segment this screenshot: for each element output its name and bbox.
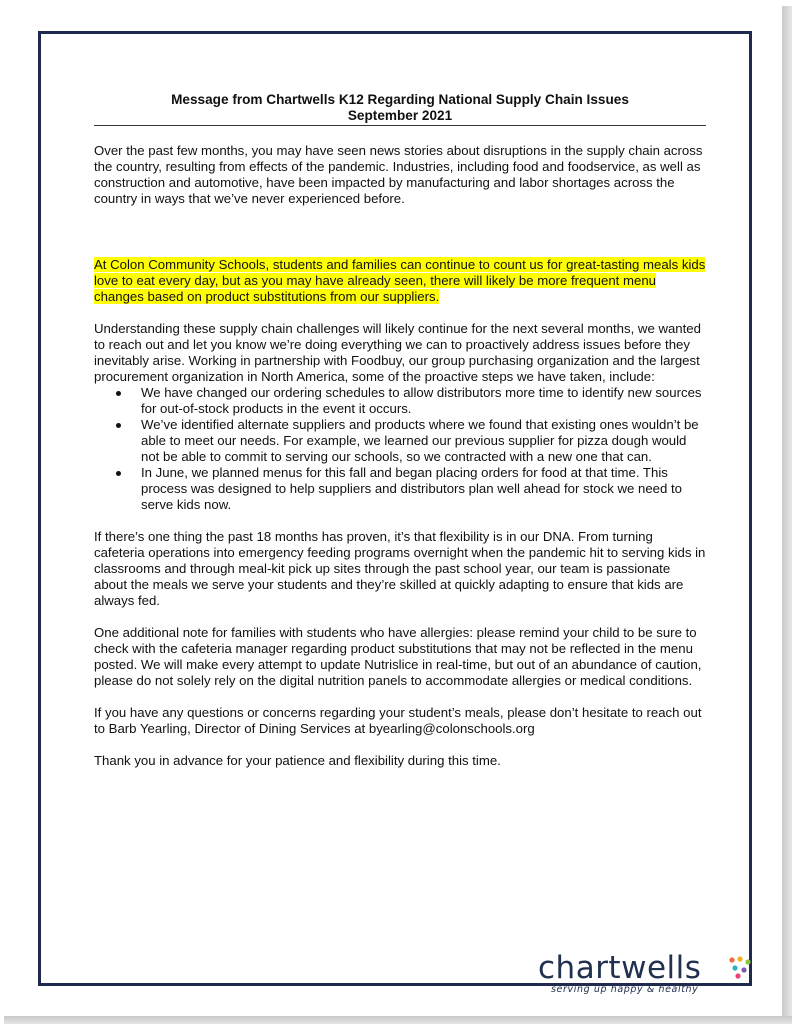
- logo-dot: [737, 956, 742, 961]
- bullet-icon: [116, 391, 121, 396]
- intro-paragraph: Over the past few months, you may have seen news stories about disruptions in the supply chain across the country, resulting from effects of the pandemic. Industries, including food and foodservice, as well as construction and automotive, have been impacted by manufacturing and labor shortages across the country in ways that we’ve never experienced before.: [94, 143, 703, 206]
- list-item: [94, 385, 706, 417]
- logo-tagline: serving up happy & healthy: [551, 984, 699, 995]
- bullet-icon: [116, 471, 121, 476]
- list-item-text: In June, we planned menus for this fall and began placing orders for food at that time. This process was designed to help suppliers and distributors plan well ahead for stock we need to serve kids now.: [141, 465, 683, 512]
- logo-dot: [735, 973, 740, 978]
- list-item-text: We have changed our ordering schedules to allow distributors more time to identify new sources for out-of-stock products in the event it occurs.: [141, 385, 702, 416]
- flexibility-paragraph: If there’s one thing the past 18 months has proven, it’s that flexibility is in our DNA. From turning cafeteria operations into emergency feeding programs overnight when the pandemic hit to serving kids in classrooms and through meal-kit pick up sites through the past school year, our team is passionate about the meals we serve your students and they’re skilled at quickly adapting to ensure that kids are always fed.: [94, 529, 706, 608]
- logo-dot: [729, 957, 734, 962]
- blank-spacer: [94, 223, 706, 257]
- list-item: [94, 417, 706, 465]
- letter-title: [94, 92, 706, 126]
- list-item-text: We’ve identified alternate suppliers and products where we found that existing ones wouldn’t be able to meet our needs. For example, we learned our previous supplier for pizza dough would not be able to commit to serving our schools, so we contracted with a new one that can.: [141, 417, 699, 464]
- title-line-1: Message from Chartwells K12 Regarding National Supply Chain Issues: [171, 92, 629, 107]
- list-item: [94, 465, 706, 513]
- highlighted-text: At Colon Community Schools, students and families can continue to count us for great-tasting meals kids love to eat every day, but as you may have already seen, there will likely be more frequent menu changes based on product substitutions from our suppliers.: [94, 257, 706, 304]
- logo-dot: [741, 967, 746, 972]
- supply-chain-paragraph: Understanding these supply chain challenges will likely continue for the next several months, we wanted to reach out and let you know we’re doing everything we can to proactively address issues before they inevitably arise. Working in partnership with Foodbuy, our group purchasing organization and the largest procurement organization in North America, some of the proactive steps we have taken, include:: [94, 321, 701, 384]
- thanks-paragraph: Thank you in advance for your patience and flexibility during this time.: [94, 753, 501, 768]
- page-shadow-bottom: [4, 1016, 792, 1024]
- letter-body: [94, 92, 706, 785]
- logo-wordmark: chartwells: [538, 950, 702, 986]
- chartwells-logo: [538, 952, 758, 1000]
- page-shadow-right: [782, 6, 792, 1024]
- title-line-2: September 2021: [347, 108, 453, 123]
- logo-dot: [732, 965, 737, 970]
- contact-paragraph: If you have any questions or concerns regarding your student’s meals, please don’t hesitate to reach out to Barb Yearling, Director of Dining Services at byearling@colonschools.org: [94, 705, 702, 736]
- logo-dots-icon: [728, 956, 752, 980]
- proactive-steps-list: [94, 385, 706, 513]
- allergies-paragraph: One additional note for families with students who have allergies: please remind your child to be sure to check with the cafeteria manager regarding product substitutions that may not be reflected in the menu posted. We will make every attempt to update Nutrislice in real-time, but out of an abundance of caution, please do not solely rely on the digital nutrition panels to accommodate allergies or medical conditions.: [94, 625, 702, 688]
- highlighted-paragraph: [94, 257, 706, 305]
- bullet-icon: [116, 423, 121, 428]
- logo-dot: [745, 959, 750, 964]
